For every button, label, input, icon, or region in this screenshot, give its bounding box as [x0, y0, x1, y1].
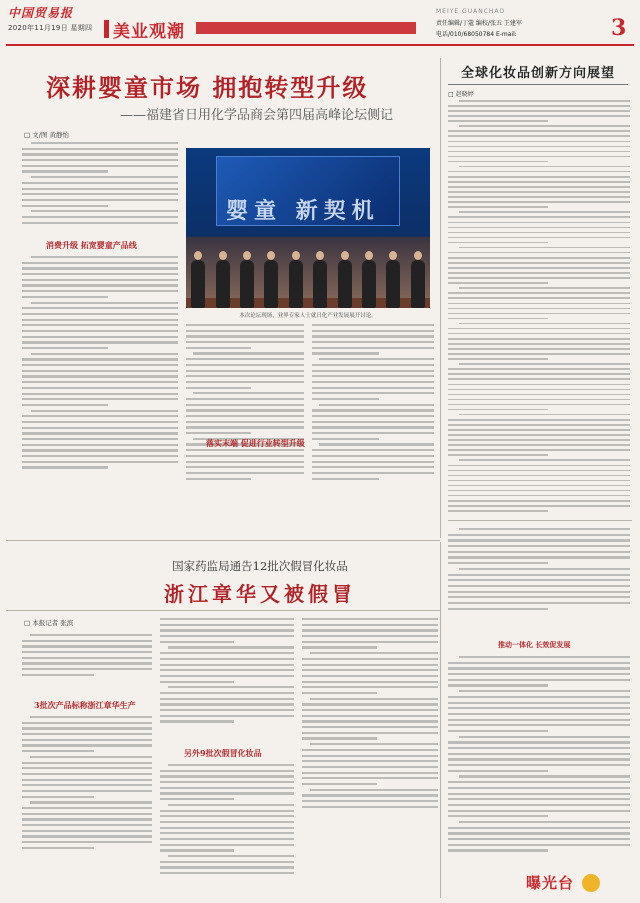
lower-byline: □ 本报记者 张滨 [24, 619, 74, 627]
header-band [196, 22, 416, 34]
masthead-block [8, 4, 108, 33]
section-heading: 另外9批次假冒化妆品 [184, 748, 262, 758]
expose-brand-mark [518, 868, 578, 898]
main-headline: 深耕婴童市场 拥抱转型升级 [46, 73, 369, 102]
sidebar-section-heading: 推动一体化 长效促发展 [498, 641, 571, 649]
article-text [22, 142, 178, 234]
brand-mark-text: 曝光台 [526, 874, 575, 892]
sidebar-byline: □ 赵晓婷 [448, 91, 474, 98]
column-rule [448, 520, 632, 521]
person [386, 260, 400, 308]
section-heading: 落实末端 促进行业转型升级 [206, 438, 305, 448]
person [240, 260, 254, 308]
photo-banner: 婴童 新契机 [226, 198, 380, 224]
section-bar [104, 20, 109, 38]
person [264, 260, 278, 308]
article-text [160, 764, 294, 894]
main-byline: □ 文/图 黄静怡 [24, 131, 69, 139]
sun-icon [582, 874, 600, 892]
person [338, 260, 352, 308]
sidebar-text [448, 656, 630, 862]
people-group [186, 244, 430, 308]
article-text [312, 324, 434, 530]
person [216, 260, 230, 308]
lower-headline: 浙江章华又被假冒 [164, 582, 356, 606]
contact: 电话/010/68050784 E-mail: [436, 31, 517, 38]
story-divider [6, 540, 440, 541]
sidebar-text [448, 100, 630, 512]
lower-rule [6, 610, 440, 611]
article-text [22, 716, 152, 894]
lower-kicker: 国家药监局通告12批次假冒化妆品 [172, 559, 348, 573]
header-rule [6, 44, 634, 46]
editor-info [436, 8, 616, 38]
issue-date: 2020年11月19日 星期四 [8, 24, 93, 32]
page-number: 3 [611, 15, 627, 41]
person [191, 260, 205, 308]
sidebar-headline: 全球化妆品创新方向展望 [460, 66, 615, 81]
column-divider [440, 542, 441, 898]
section-english: MEIYE GUANCHAO [436, 8, 506, 15]
article-text [186, 324, 304, 530]
column-divider [440, 58, 441, 538]
article-text [22, 256, 178, 534]
person [289, 260, 303, 308]
section-heading: 消费升级 拓宽婴童产品线 [46, 240, 137, 250]
main-subhead: ——福建省日用化学品商会第四届高峰论坛侧记 [120, 108, 394, 123]
section-title: 美业观潮 [113, 21, 185, 42]
article-text [160, 618, 294, 742]
photo-caption: 本次论坛现场，业界专家人士就日化产业发展展开讨论。 [239, 313, 377, 319]
event-photo [186, 148, 430, 308]
page-header [0, 0, 640, 44]
article-text [302, 618, 438, 840]
section-label [104, 18, 185, 40]
section-heading: 3批次产品标称浙江章华生产 [34, 700, 136, 710]
sidebar-text [448, 528, 630, 632]
article-text [22, 634, 152, 694]
editors: 责任编辑/丁蔻 编校/张五 王建军 [436, 20, 522, 27]
sidebar-rule [448, 84, 628, 85]
person [313, 260, 327, 308]
person [362, 260, 376, 308]
person [411, 260, 425, 308]
masthead-logo: 中国贸易报 [8, 6, 74, 20]
